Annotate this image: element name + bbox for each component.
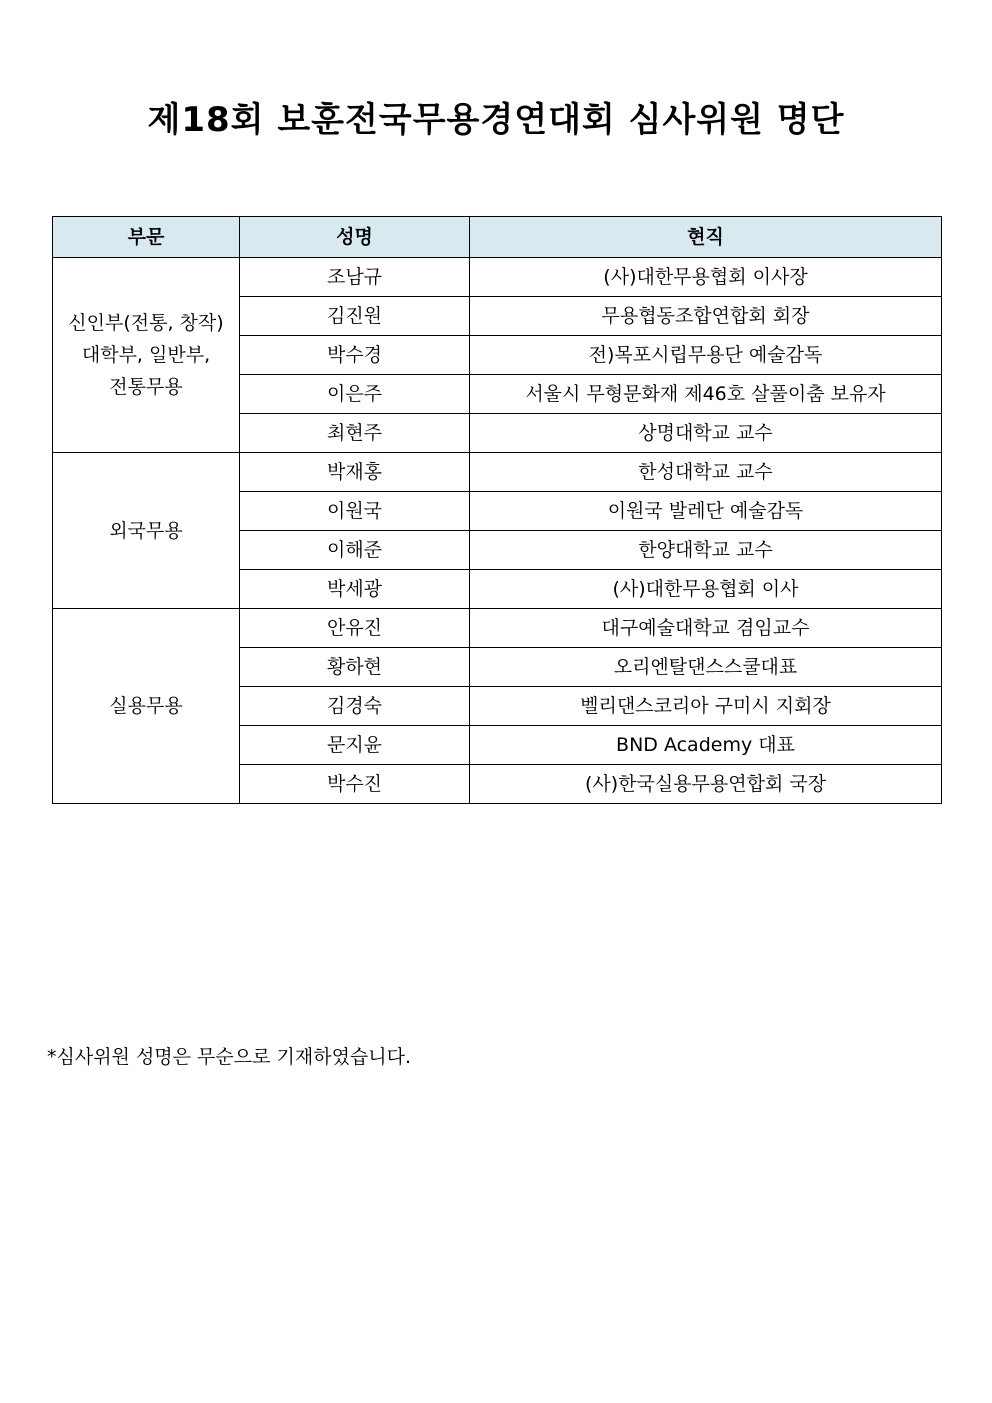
name-cell: 김진원: [240, 297, 470, 336]
name-cell: 안유진: [240, 609, 470, 648]
position-cell: 무용협동조합연합회 회장: [470, 297, 942, 336]
table-header-row: [53, 217, 942, 258]
position-cell: 대구예술대학교 겸임교수: [470, 609, 942, 648]
table-row: [53, 258, 942, 297]
judges-table: [52, 216, 942, 804]
division-label: 신인부(전통, 창작) 대학부, 일반부, 전통무용: [68, 312, 224, 398]
name-cell: 박세광: [240, 570, 470, 609]
page-title: 제18회 보훈전국무용경연대회 심사위원 명단: [147, 100, 845, 140]
position-cell: 상명대학교 교수: [470, 414, 942, 453]
name-cell: 황하현: [240, 648, 470, 687]
name-cell: 박수진: [240, 765, 470, 804]
table-row: [53, 453, 942, 492]
position-cell: (사)대한무용협회 이사: [470, 570, 942, 609]
position-cell: 전)목포시립무용단 예술감독: [470, 336, 942, 375]
division-label: 외국무용: [109, 519, 183, 542]
name-cell: 이해준: [240, 531, 470, 570]
position-cell: (사)한국실용무용연합회 국장: [470, 765, 942, 804]
name-cell: 박수경: [240, 336, 470, 375]
division-cell: [53, 453, 240, 609]
position-cell: 벨리댄스코리아 구미시 지회장: [470, 687, 942, 726]
position-cell: 한양대학교 교수: [470, 531, 942, 570]
name-cell: 조남규: [240, 258, 470, 297]
footnote: *심사위원 성명은 무순으로 기재하였습니다.: [47, 1046, 412, 1068]
table-row: [53, 609, 942, 648]
name-cell: 이원국: [240, 492, 470, 531]
name-cell: 최현주: [240, 414, 470, 453]
division-cell: [53, 258, 240, 453]
header-position: 현직: [470, 217, 942, 258]
header-division: 부문: [53, 217, 240, 258]
name-cell: 이은주: [240, 375, 470, 414]
header-name: 성명: [240, 217, 470, 258]
division-label: 실용무용: [109, 695, 183, 717]
name-cell: 박재홍: [240, 453, 470, 492]
name-cell: 문지윤: [240, 726, 470, 765]
position-cell: (사)대한무용협회 이사장: [470, 258, 942, 297]
position-cell: 서울시 무형문화재 제46호 살풀이춤 보유자: [470, 375, 942, 414]
position-cell: 오리엔탈댄스스쿨대표: [470, 648, 942, 687]
position-cell: 한성대학교 교수: [470, 453, 942, 492]
position-cell: 이원국 발레단 예술감독: [470, 492, 942, 531]
division-cell: [53, 609, 240, 804]
name-cell: 김경숙: [240, 687, 470, 726]
position-cell: BND Academy 대표: [470, 726, 942, 765]
